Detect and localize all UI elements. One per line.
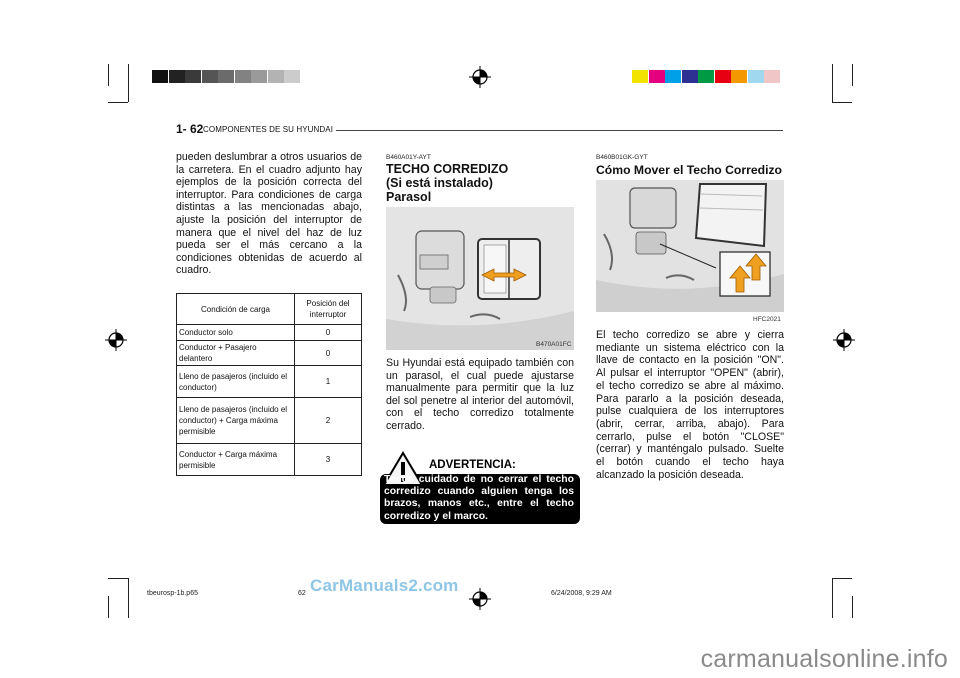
- left-paragraph: pueden deslumbrar a otros usuarios de la carretera. En el cuadro adjunto hay ejemplos de la posición correcta del interruptor. Para condiciones de carga distintas a las mencionadas abajo, ajuste la posición del interruptor de manera que el nivel del haz de luz pueda ser el más cercano a la condiciones obtenidas de acuerdo al cuadro.: [176, 151, 362, 277]
- row-position: 0: [295, 341, 362, 366]
- sunroof-sunshade-drawing: [386, 207, 574, 350]
- row-condition: Conductor + Carga máxima permisible: [177, 444, 295, 476]
- site-watermark: carmanualsonline.info: [700, 645, 948, 673]
- section-title-move-sunroof: Cómo Mover el Techo Corredizo: [596, 163, 782, 177]
- warning-title: ADVERTENCIA:: [429, 459, 516, 471]
- image-code: HFC2021: [753, 316, 781, 323]
- color-swatch: [715, 70, 731, 83]
- registration-mark-icon: [469, 66, 491, 88]
- gray-swatch: [218, 70, 234, 83]
- section-title-sunroof: [386, 162, 576, 204]
- right-paragraph: El techo corredizo se abre y cierra mediante un sistema eléctrico con la llave de contacto en la posición "ON". Al pulsar el interruptor "OPEN" (abrir), el techo corredizo se abre al máximo. Para pararlo a la posición deseada, pulse cualquiera de los interruptores (abrir, cerrar, arriba, abajo). Para cerrarlo, pulse el botón "CLOSE" (cerrar) y manténgalo pulsado. Suelte el botón cuando el techo haya alcanzado la posición deseada.: [596, 329, 784, 481]
- row-position: 3: [295, 444, 362, 476]
- warning-body: Tenga cuidado de no cerrar el techo corredizo cuando alguien tenga los brazos, manos etc., entre el techo corredizo y el marco.: [384, 474, 574, 522]
- color-swatch: [665, 70, 681, 83]
- footer-date: 6/24/2008, 9:29 AM: [551, 590, 612, 597]
- table-row: [177, 366, 362, 398]
- gray-swatch: [235, 70, 251, 83]
- registration-mark-icon: [833, 329, 855, 351]
- color-swatch: [682, 70, 698, 83]
- registration-mark-icon: [105, 329, 127, 351]
- title-line: (Si está instalado): [386, 176, 493, 190]
- sunshade-illustration: [386, 207, 574, 350]
- row-condition: Conductor + Pasajero delantero: [177, 341, 295, 366]
- color-swatch: [731, 70, 747, 83]
- table-row: [177, 444, 362, 476]
- footer-file: tbeurosp-1b.p65: [147, 590, 198, 597]
- header-position: Posición del interruptor: [295, 294, 362, 325]
- row-condition: Conductor solo: [177, 325, 295, 341]
- gray-swatch: [251, 70, 267, 83]
- color-swatch: [698, 70, 714, 83]
- watermark-logo: CarManuals2.com: [310, 576, 459, 595]
- color-swatch: [649, 70, 665, 83]
- color-swatch: [764, 70, 780, 83]
- title-line: TECHO CORREDIZO: [386, 162, 509, 176]
- section-code: B460A01Y-AYT: [386, 154, 431, 161]
- gray-swatch: [185, 70, 201, 83]
- image-code: B470A01FC: [536, 341, 572, 348]
- page-number: 1- 62: [176, 122, 204, 136]
- registration-mark-icon: [469, 588, 491, 610]
- sunroof-switch-illustration: [596, 180, 784, 312]
- row-position: 2: [295, 398, 362, 444]
- sunroof-switch-drawing: [596, 180, 784, 312]
- title-line: Parasol: [386, 190, 432, 204]
- table-row: [177, 325, 362, 341]
- gray-swatch: [202, 70, 218, 83]
- color-swatch: [748, 70, 764, 83]
- gray-swatch: [152, 70, 168, 83]
- header-condition: Condición de carga: [177, 294, 295, 325]
- load-condition-table: [176, 293, 362, 476]
- row-condition: Lleno de pasajeros (incluido el conductor): [177, 366, 295, 398]
- color-swatch: [632, 70, 648, 83]
- table-row: [177, 341, 362, 366]
- row-position: 0: [295, 325, 362, 341]
- row-position: 1: [295, 366, 362, 398]
- header-rule: [336, 130, 783, 131]
- middle-paragraph: Su Hyundai está equipado también con un parasol, el cual puede ajustarse manualmente para permitir que la luz del sol penetre al interior del automóvil, con el techo corredizo totalmente cerrado.: [386, 357, 574, 432]
- section-code: B460B01GK-GYT: [596, 154, 648, 161]
- gray-swatch: [169, 70, 185, 83]
- section-title: COMPONENTES DE SU HYUNDAI: [203, 125, 334, 134]
- footer-page: 62: [298, 590, 306, 597]
- table-row: [177, 398, 362, 444]
- gray-swatch: [284, 70, 300, 83]
- table-header-row: [177, 294, 362, 325]
- gray-swatch: [268, 70, 284, 83]
- row-condition: Lleno de pasajeros (incluido el conductor) + Carga máxima permisible: [177, 398, 295, 444]
